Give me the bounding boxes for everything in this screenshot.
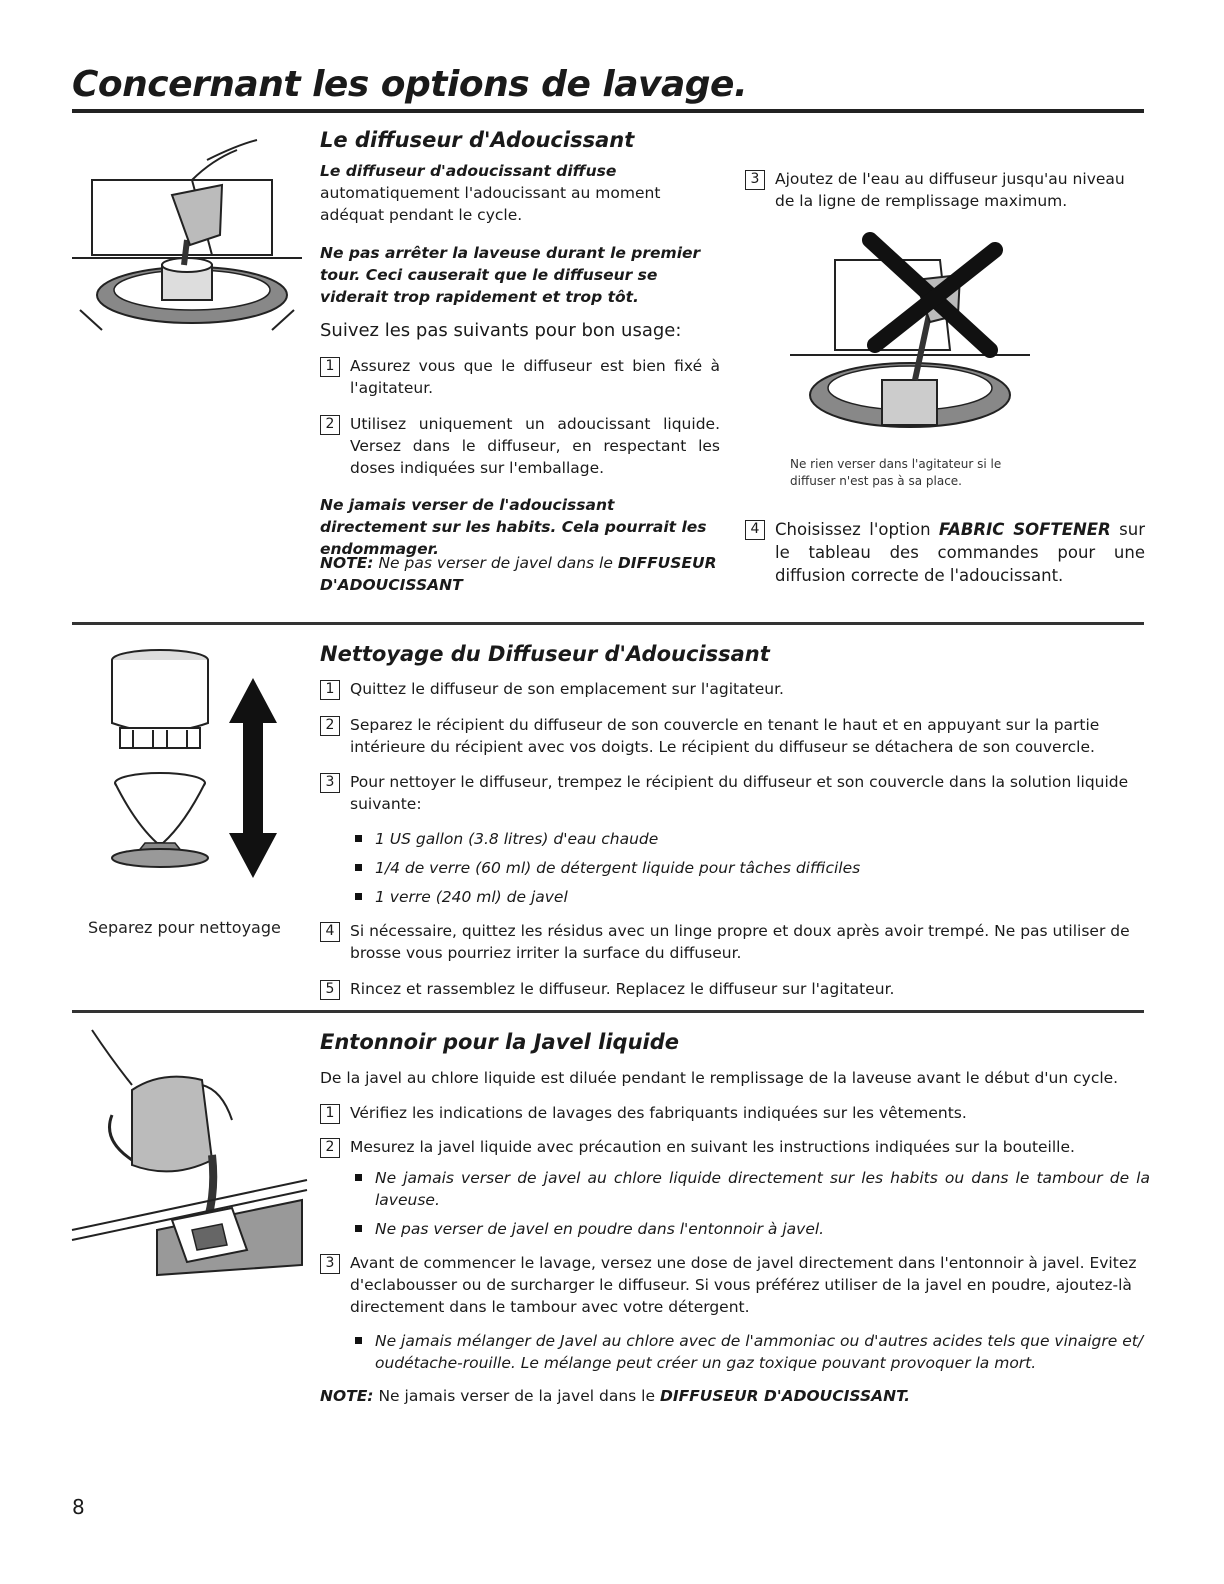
bullet-square-icon (355, 1337, 362, 1344)
dispenser-separate-illustration (105, 648, 285, 888)
softener-intro-bold: Le diffuseur d'adoucissant diffuse (320, 162, 617, 180)
softener-step-3 (745, 168, 1145, 212)
bullet-text: Ne jamais mélanger de Javel au chlore avec de l'ammoniac ou d'autres acides tels que vinaigre et/ oudétache-rouille. Le mélange peut créer un gaz toxique pouvant provoquer la mort. (375, 1332, 1144, 1372)
step-text: Rincez et rassemblez le diffuseur. Replacez le diffuseur sur l'agitateur. (350, 980, 895, 998)
bleach-step-1 (320, 1102, 1140, 1124)
step-text: Separez le récipient du diffuseur de son couvercle en tenant le haut et en appuyant sur la partie intérieure du récipient avec vos doigts. Le récipient du diffuseur se détachera de son couvercle. (350, 716, 1100, 756)
bleach-bullet-1 (355, 1167, 1150, 1211)
bullet-square-icon (355, 1225, 362, 1232)
cleaning-step-2 (320, 714, 1140, 758)
step-text: Si nécessaire, quittez les résidus avec un linge propre et doux après avoir trempé. Ne pas utiliser de brosse vous pourriez irriter la surface du diffuseur. (350, 922, 1130, 962)
bleach-intro: De la javel au chlore liquide est diluée pendant le remplissage de la laveuse avant le début d'un cycle. (320, 1069, 1119, 1087)
step-number: 4 (320, 922, 340, 942)
bullet-text: Ne jamais verser de javel au chlore liquide directement sur les habits ou dans le tambour de la laveuse. (375, 1169, 1150, 1209)
step-number: 1 (320, 680, 340, 700)
step4-after: sur le tableau des commandes pour une diffusion correcte de l'adoucissant. (775, 520, 1145, 585)
step-text: Assurez vous que le diffuseur est bien fixé à l'agitateur. (350, 357, 720, 397)
bullet-square-icon (355, 893, 362, 900)
section-divider-2 (72, 1010, 1144, 1013)
note-strong: DIFFUSEUR D'ADOUCISSANT. (659, 1387, 910, 1405)
page-title: Concernant les options de lavage. (72, 64, 748, 105)
bullet-square-icon (355, 835, 362, 842)
step-text: Mesurez la javel liquide avec précaution en suivant les instructions indiquées sur la bouteille. (350, 1138, 1075, 1156)
cleaning-step-1 (320, 678, 1140, 700)
cleaning-bullet-3 (355, 886, 1135, 908)
bullet-square-icon (355, 864, 362, 871)
note-strong: DIFFUSEUR D'ADOUCISSANT (320, 554, 717, 594)
page-number: 8 (72, 1495, 85, 1519)
bullet-square-icon (355, 1174, 362, 1181)
cleaning-bullet-2 (355, 857, 1135, 879)
softener-warning-2: Ne jamais verser de l'adoucissant directement sur les habits. Cela pourrait les endommager. (320, 496, 707, 558)
bleach-pour-illustration (72, 1030, 307, 1280)
bullet-text: 1 verre (240 ml) de javel (375, 888, 568, 906)
softener-note (320, 552, 720, 596)
section-title-bleach: Entonnoir pour la Javel liquide (320, 1030, 679, 1054)
step4-before: Choisissez l'option (775, 520, 931, 539)
section-title-softener: Le diffuseur d'Adoucissant (320, 128, 635, 152)
bleach-note (320, 1385, 1140, 1407)
step4-option: FABRIC SOFTENER (938, 520, 1111, 539)
softener-lead: Suivez les pas suivants pour bon usage: (320, 320, 682, 341)
bleach-step-2 (320, 1136, 1140, 1158)
step-number: 2 (320, 716, 340, 736)
step-text: Pour nettoyer le diffuseur, trempez le récipient du diffuseur et son couvercle dans la solution liquide suivante: (350, 773, 1129, 813)
bullet-text: 1/4 de verre (60 ml) de détergent liquide pour tâches difficiles (375, 859, 861, 877)
bullet-text: Ne pas verser de javel en poudre dans l'entonnoir à javel. (375, 1220, 825, 1238)
softener-intro (320, 160, 680, 226)
step-number: 2 (320, 1138, 340, 1158)
section-divider-1 (72, 622, 1144, 625)
section-title-cleaning: Nettoyage du Diffuseur d'Adoucissant (320, 642, 770, 666)
separate-caption: Separez pour nettoyage (88, 918, 281, 937)
note-text: Ne pas verser de javel dans le (378, 554, 613, 572)
cleaning-bullet-1 (355, 828, 1135, 850)
step-text: Avant de commencer le lavage, versez une dose de javel directement dans l'entonnoir à javel. Evitez d'eclabousser ou de surcharger le diffuseur. Si vous préférez utiliser de la javel en poudre, ajoutez-là directement dans le tambour avec votre détergent. (350, 1254, 1137, 1316)
step-number: 5 (320, 980, 340, 1000)
step-number: 2 (320, 415, 340, 435)
softener-intro-rest: automatiquement l'adoucissant au moment adéquat pendant le cycle. (320, 184, 661, 224)
no-pour-agitator-illustration (790, 240, 1030, 435)
step-text: Utilisez uniquement un adoucissant liquide. Versez dans le diffuseur, en respectant les doses indiquées sur l'emballage. (350, 415, 720, 477)
note-label: NOTE: (320, 1387, 374, 1405)
step-number: 3 (745, 170, 765, 190)
bullet-text: 1 US gallon (3.8 litres) d'eau chaude (375, 830, 659, 848)
bleach-step-3 (320, 1252, 1145, 1318)
softener-warning: Ne pas arrêter la laveuse durant le premier tour. Ceci causerait que le diffuseur se viderait trop rapidement et trop tôt. (320, 244, 701, 306)
step-number: 4 (745, 520, 765, 540)
step-number: 3 (320, 1254, 340, 1274)
step-number: 3 (320, 773, 340, 793)
step-text (775, 518, 1145, 587)
note-text: Ne jamais verser de la javel dans le (378, 1387, 656, 1405)
softener-step-2 (320, 413, 720, 479)
title-rule (72, 109, 1144, 113)
step-number: 1 (320, 1104, 340, 1124)
cleaning-step-4 (320, 920, 1140, 964)
bleach-bullet-3 (355, 1330, 1145, 1374)
cleaning-step-3 (320, 771, 1140, 815)
cleaning-step-5 (320, 978, 1140, 1000)
softener-step-1 (320, 355, 720, 399)
softener-pour-illustration (72, 140, 302, 330)
step-text: Vérifiez les indications de lavages des fabriquants indiquées sur les vêtements. (350, 1104, 967, 1122)
softener-step-4 (745, 518, 1145, 587)
no-pour-caption: Ne rien verser dans l'agitateur si le diffuser n'est pas à sa place. (790, 457, 1002, 488)
bleach-bullet-2 (355, 1218, 1150, 1240)
step-number: 1 (320, 357, 340, 377)
step-text: Quittez le diffuseur de son emplacement sur l'agitateur. (350, 680, 784, 698)
step-text: Ajoutez de l'eau au diffuseur jusqu'au niveau de la ligne de remplissage maximum. (775, 170, 1125, 210)
note-label: NOTE: (320, 554, 374, 572)
